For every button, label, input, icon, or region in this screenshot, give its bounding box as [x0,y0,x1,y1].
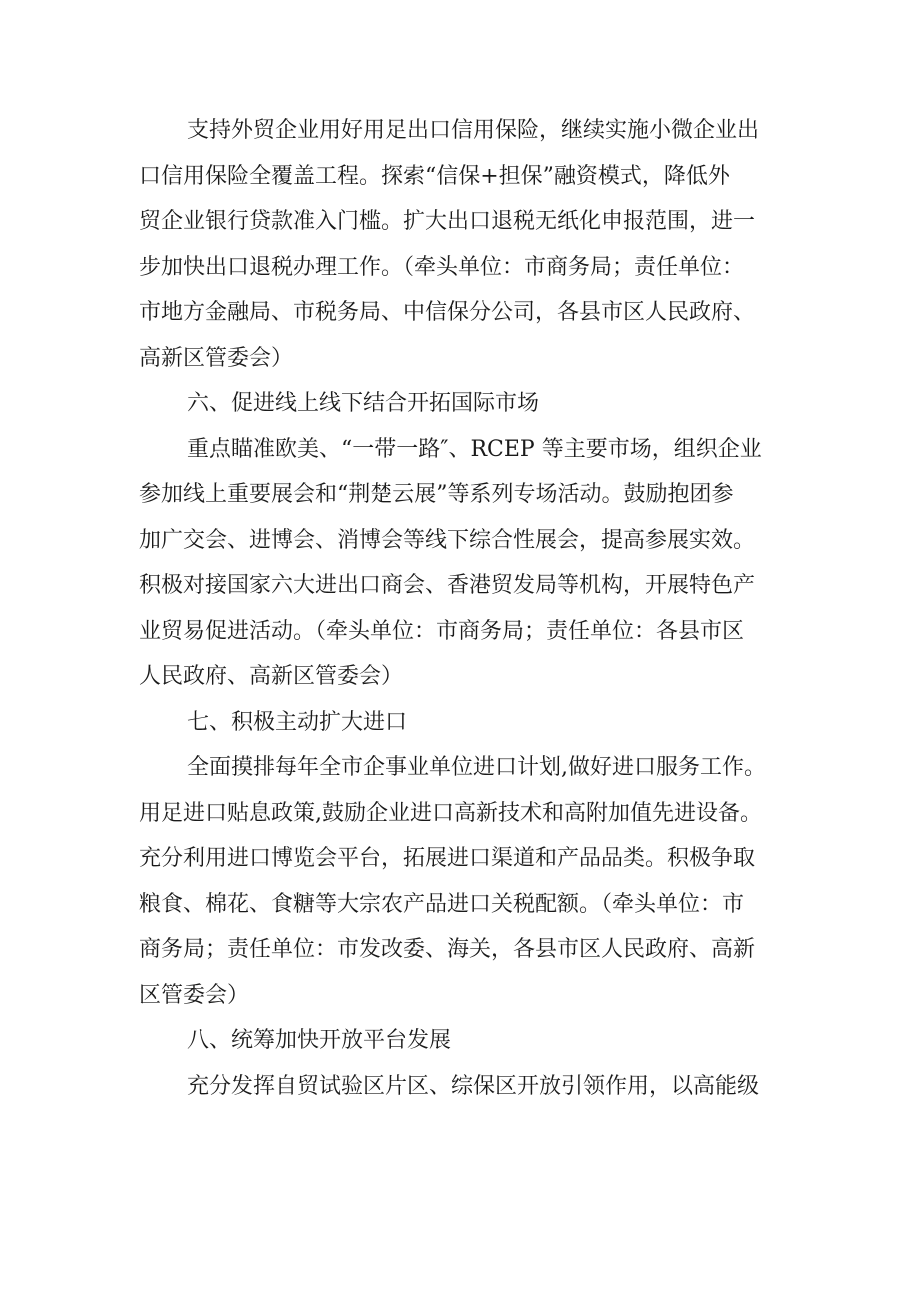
paragraph-line: 口信用保险全覆盖工程。探索“信保+担保”融资模式，降低外 [139,163,730,189]
paragraph-line: 充分发挥自贸试验区片区、综保区开放引领作用，以高能级 [187,1073,760,1099]
section-heading-6: 六、促进线上线下结合开拓国际市场 [187,391,540,416]
paragraph-line: 重点瞄准欧美、“一带一路″、RCEP 等主要市场，组织企业 [187,436,762,462]
paragraph-line: 加广交会、进博会、消博会等线下综合性展会，提高参展实效。 [139,527,756,553]
paragraph-line: 参加线上重要展会和“荆楚云展”等系列专场活动。鼓励抱团参 [139,482,734,507]
section-heading-7: 七、积极主动扩大进口 [187,709,408,735]
paragraph-line: 用足进口贴息政策,鼓励企业进口高新技术和高附加值先进设备。 [139,800,762,826]
paragraph-line: 充分利用进口博览会平台，拓展进口渠道和产品品类。积极争取 [139,846,756,871]
paragraph-line: 市地方金融局、市税务局、中信保分公司，各县市区人民政府、 [139,300,756,325]
paragraph-line: 积极对接国家六大进出口商会、香港贸发局等机构，开展特色产 [139,573,756,598]
paragraph-line: 人民政府、高新区管委会） [139,664,404,689]
paragraph-line: 步加快出口退税办理工作。（牵头单位：市商务局；责任单位： [139,254,745,280]
paragraph-line: 全面摸排每年全市企事业单位进口计划,做好进口服务工作。 [187,755,766,780]
paragraph-line: 业贸易促进活动。（牵头单位：市商务局；责任单位：各县市区 [139,618,745,644]
paragraph-line: 高新区管委会） [139,345,294,371]
document-body [139,108,789,1109]
paragraph-line: 支持外贸企业用好用足出口信用保险，继续实施小微企业出 [187,118,760,143]
paragraph-line: 商务局；责任单位：市发改委、海关，各县市区人民政府、高新 [139,937,756,962]
paragraph-line: 粮食、棉花、食糖等大宗农产品进口关税配额。（牵头单位：市 [139,891,745,917]
section-heading-8: 八、统筹加快开放平台发展 [187,1028,452,1053]
paragraph-line: 区管委会） [139,982,250,1008]
paragraph-line: 贸企业银行贷款准入门槛。扩大出口退税无纸化申报范围，进一 [139,209,756,234]
